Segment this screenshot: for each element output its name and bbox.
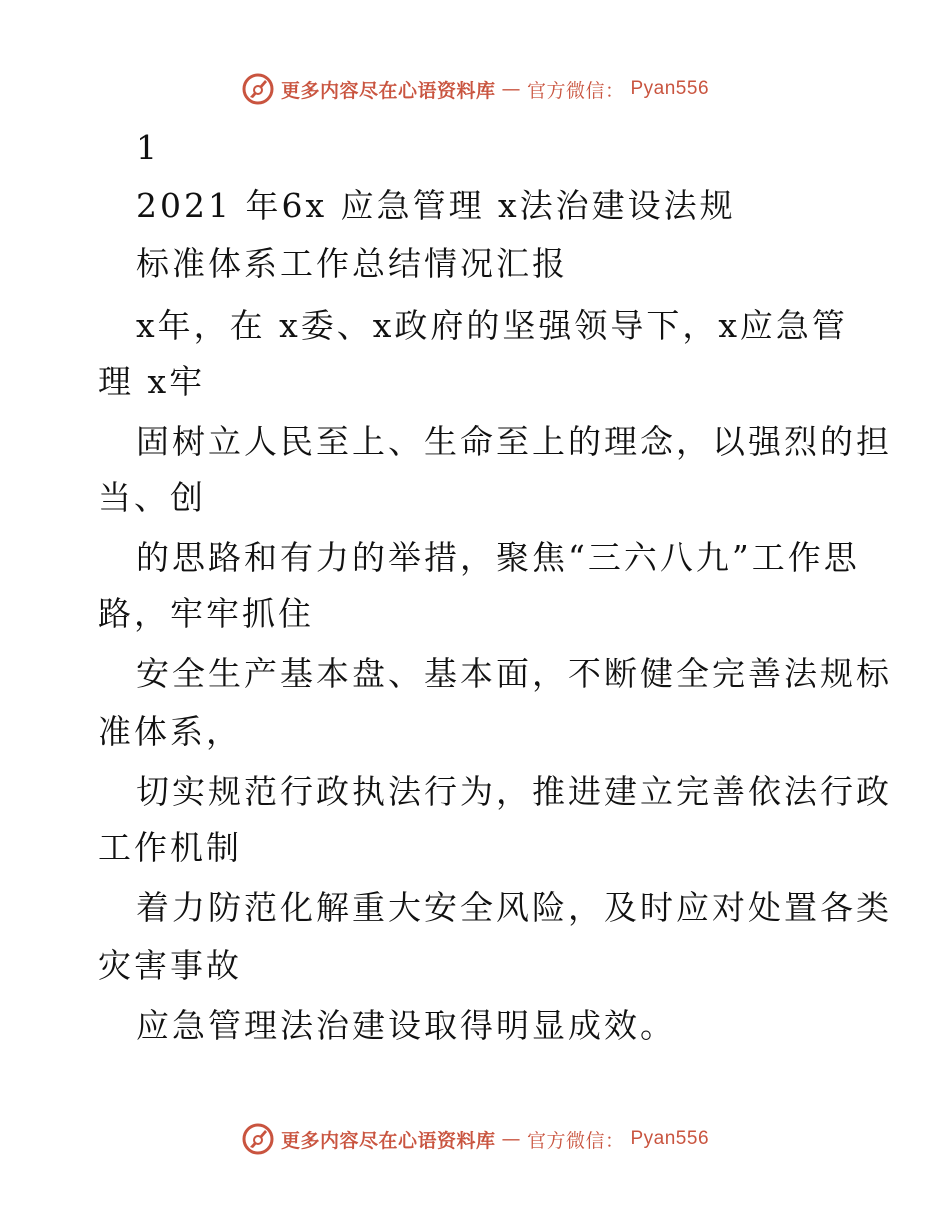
body-line: 应急管理法治建设取得明显成效。 — [136, 1006, 676, 1045]
body-line: 路，牢牢抓住 — [98, 594, 314, 633]
watermark-main-text: 更多内容尽在心语资料库 — [280, 1129, 496, 1152]
watermark-label: 官方微信： — [526, 1129, 625, 1152]
body-line: 的思路和有力的举措，聚焦“三六八九”工作思 — [136, 538, 860, 577]
body-line: 当、创 — [98, 478, 206, 517]
body-line: 固树立人民至上、生命至上的理念，以强烈的担 — [136, 422, 892, 461]
document-title-line-2: 标准体系工作总结情况汇报 — [136, 244, 568, 283]
body-line: 理 x牢 — [98, 362, 206, 401]
quill-logo-icon — [241, 72, 275, 106]
body-line: 安全生产基本盘、基本面，不断健全完善法规标 — [136, 654, 892, 693]
watermark-header — [0, 72, 950, 106]
body-line: 灾害事故 — [98, 946, 242, 985]
watermark-account: Pyan556 — [630, 1128, 710, 1149]
document-title-line-1: 2021 年6x 应急管理 x法治建设法规 — [136, 186, 736, 225]
watermark-main-text: 更多内容尽在心语资料库 — [280, 79, 496, 102]
body-line: 工作机制 — [98, 828, 242, 867]
quill-logo-icon — [241, 1122, 275, 1156]
body-line: x年，在 x委、x政府的坚强领导下，x应急管 — [136, 306, 848, 345]
watermark-footer — [0, 1122, 950, 1156]
body-line: 着力防范化解重大安全风险，及时应对处置各类 — [136, 888, 892, 927]
body-line: 切实规范行政执法行为，推进建立完善依法行政 — [136, 772, 892, 811]
watermark-dash: — — [501, 1128, 521, 1150]
watermark-label: 官方微信： — [526, 79, 625, 102]
body-line: 准体系， — [98, 712, 242, 751]
watermark-account: Pyan556 — [630, 78, 710, 99]
watermark-dash: — — [501, 78, 521, 100]
page-number: 1 — [136, 128, 160, 167]
